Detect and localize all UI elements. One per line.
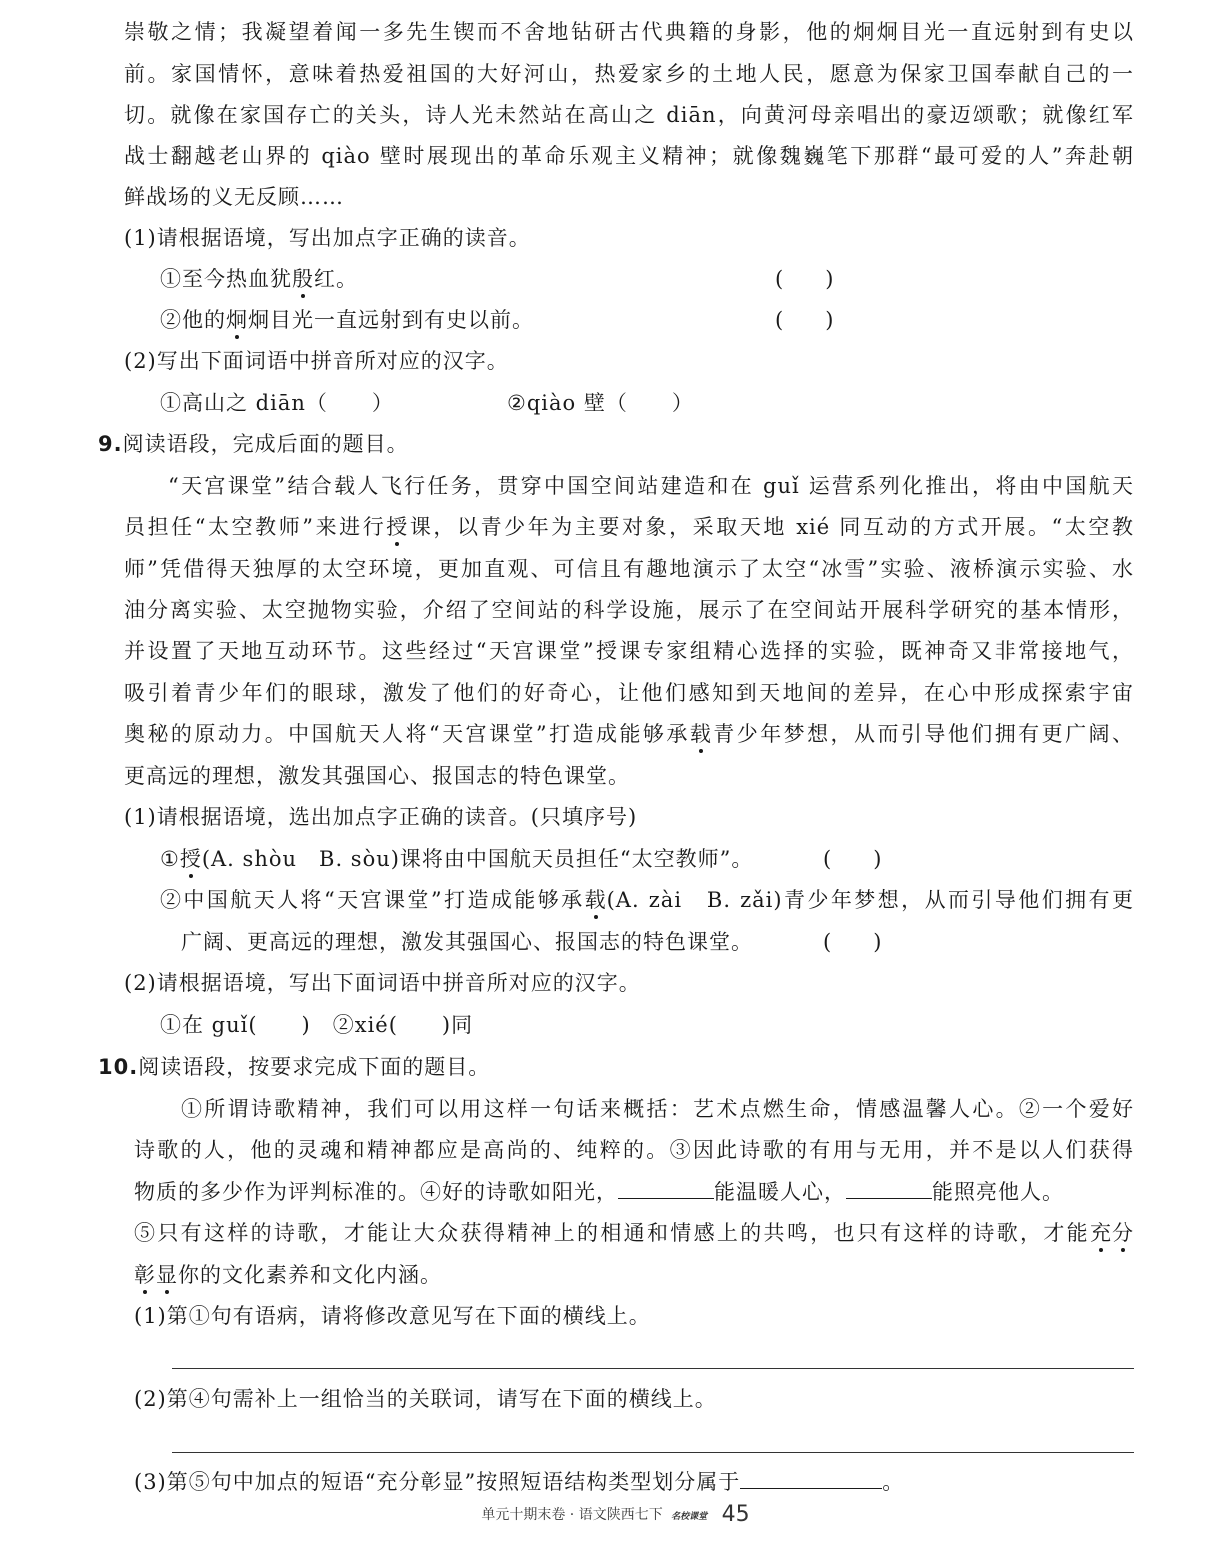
q9-passage-line-2: 员担任“太空教师”来进行授课，以青少年为主要对象，采取天地 xié 同互动的方式开展。“太空教 xyxy=(124,515,1134,539)
footer-title: 单元十期末卷 · 语文陕西七下 xyxy=(481,1507,663,1523)
emphasis-dot-char: 分 xyxy=(1112,1221,1134,1245)
q8-sub1-item-a: ①至今热血犹殷红。 xyxy=(160,267,358,291)
answer-paren[interactable]: ( ) xyxy=(775,308,834,332)
q8-sub2-prompt: (2)写出下面词语中拼音所对应的汉字。 xyxy=(124,349,509,373)
q9-passage-line-4: 油分离实验、太空抛物实验，介绍了空间站的科学设施，展示了在空间站开展科学研究的基本情形， xyxy=(124,598,1134,622)
q9-passage-line-5: 并设置了天地互动环节。这些经过“天宫课堂”授课专家组精心选择的实验，既神奇又非常接地气， xyxy=(124,639,1134,663)
q8-sub1-item-b: ②他的炯炯目光一直远射到有史以前。 xyxy=(160,308,534,332)
emphasis-dot-char: 炯 xyxy=(226,308,248,332)
answer-paren[interactable]: ( ) xyxy=(775,267,834,291)
answer-line[interactable] xyxy=(172,1452,1134,1453)
fill-blank[interactable] xyxy=(846,1178,932,1199)
question-number: 9. xyxy=(98,432,123,456)
q8-sub2-item-a[interactable]: ①高山之 diān（ ） xyxy=(160,391,394,415)
q9-sub1-item-b-cont: 广阔、更高远的理想，激发其强国心、报国志的特色课堂。 xyxy=(181,930,753,954)
emphasis-dot-char: 载 xyxy=(584,888,607,912)
q8-passage-line-5: 鲜战场的义无反顾…… xyxy=(124,185,344,209)
q9-passage-line-7: 奥秘的原动力。中国航天人将“天宫课堂”打造成能够承载青少年梦想，从而引导他们拥有更广阔、 xyxy=(124,722,1134,746)
q10-passage-line-3: 物质的多少作为评判标准的。④好的诗歌如阳光， 能温暖人心， 能照亮他人。 xyxy=(134,1180,1064,1204)
q10-sub2-prompt: (2)第④句需补上一组恰当的关联词，请写在下面的横线上。 xyxy=(134,1387,717,1411)
q8-passage-line-1: 崇敬之情；我凝望着闻一多先生锲而不舍地钻研古代典籍的身影，他的炯炯目光一直远射到有史以 xyxy=(124,20,1134,44)
q9-passage-line-3: 师”凭借得天独厚的太空环境，更加直观、可信且有趣地演示了太空“冰雪”实验、液桥演示实验、水 xyxy=(124,557,1134,581)
answer-paren[interactable]: ( ) xyxy=(823,930,882,954)
page-footer xyxy=(0,1502,1231,1527)
q9-passage-line-1: “天宫课堂”结合载人飞行任务，贯穿中国空间站建造和在 guǐ 运营系列化推出，将由中国航天 xyxy=(168,474,1134,498)
emphasis-dot-char: 显 xyxy=(156,1263,178,1287)
emphasis-dot-char: 授 xyxy=(179,847,202,871)
q10-sub1-prompt: (1)第①句有语病，请将修改意见写在下面的横线上。 xyxy=(134,1304,651,1328)
q8-passage-line-3: 切。就像在家国存亡的关头，诗人光未然站在高山之 diān，向黄河母亲唱出的豪迈颂歌；就像红军 xyxy=(124,103,1134,127)
fill-blank[interactable] xyxy=(740,1468,882,1489)
q9-heading: 9.阅读语段，完成后面的题目。 xyxy=(98,432,409,456)
q10-passage-line-4: ⑤只有这样的诗歌，才能让大众获得精神上的相通和情感上的共鸣，也只有这样的诗歌，才能充分 xyxy=(134,1221,1134,1245)
emphasis-dot-char: 殷 xyxy=(292,267,314,291)
answer-line[interactable] xyxy=(172,1368,1134,1369)
q10-heading: 10.阅读语段，按要求完成下面的题目。 xyxy=(98,1055,491,1079)
q10-sub3-prompt: (3)第⑤句中加点的短语“充分彰显”按照短语结构类型划分属于 。 xyxy=(134,1470,905,1494)
emphasis-dot-char: 彰 xyxy=(134,1263,156,1287)
q9-sub2-items[interactable]: ①在 guǐ( ) ②xié( )同 xyxy=(160,1013,474,1037)
q10-passage-line-1: ①所谓诗歌精神，我们可以用这样一句话来概括：艺术点燃生命，情感温馨人心。②一个爱好 xyxy=(181,1097,1134,1121)
q8-passage-line-2: 前。家国情怀，意味着热爱祖国的大好河山，热爱家乡的土地人民，愿意为保家卫国奉献自己的一 xyxy=(124,62,1134,86)
q9-sub1-item-a: ①授(A. shòu B. sòu)课将由中国航天员担任“太空教师”。 xyxy=(160,847,754,871)
page-number: 45 xyxy=(721,1502,750,1527)
q9-passage-line-6: 吸引着青少年们的眼球，激发了他们的好奇心，让他们感知到天地间的差异，在心中形成探索宇宙 xyxy=(124,681,1134,705)
q8-passage-line-4: 战士翻越老山界的 qiào 壁时展现出的革命乐观主义精神；就像魏巍笔下那群“最可爱的人”奔赴朝 xyxy=(124,144,1134,168)
fill-blank[interactable] xyxy=(618,1178,714,1199)
publisher-logo: 名校课堂 xyxy=(671,1512,708,1522)
question-number: 10. xyxy=(98,1055,139,1079)
q8-sub2-item-b[interactable]: ②qiào 壁（ ） xyxy=(507,391,694,415)
emphasis-dot-char: 充 xyxy=(1090,1221,1112,1245)
q9-sub2-prompt: (2)请根据语境，写出下面词语中拼音所对应的汉字。 xyxy=(124,971,641,995)
q9-sub1-item-b: ②中国航天人将“天宫课堂”打造成能够承载(A. zài B. zǎi)青少年梦想，从而引导他们拥有更 xyxy=(160,888,1134,912)
emphasis-dot-char: 载 xyxy=(689,722,712,746)
q8-sub1-prompt: (1)请根据语境，写出加点字正确的读音。 xyxy=(124,226,531,250)
q10-passage-line-2: 诗歌的人，他的灵魂和精神都应是高尚的、纯粹的。③因此诗歌的有用与无用，并不是以人们获得 xyxy=(134,1138,1134,1162)
answer-paren[interactable]: ( ) xyxy=(823,847,882,871)
q9-passage-line-8: 更高远的理想，激发其强国心、报国志的特色课堂。 xyxy=(124,764,630,788)
q10-passage-line-5: 彰显你的文化素养和文化内涵。 xyxy=(134,1263,442,1287)
q9-sub1-prompt: (1)请根据语境，选出加点字正确的读音。(只填序号) xyxy=(124,805,638,829)
emphasis-dot-char: 授 xyxy=(386,515,409,539)
